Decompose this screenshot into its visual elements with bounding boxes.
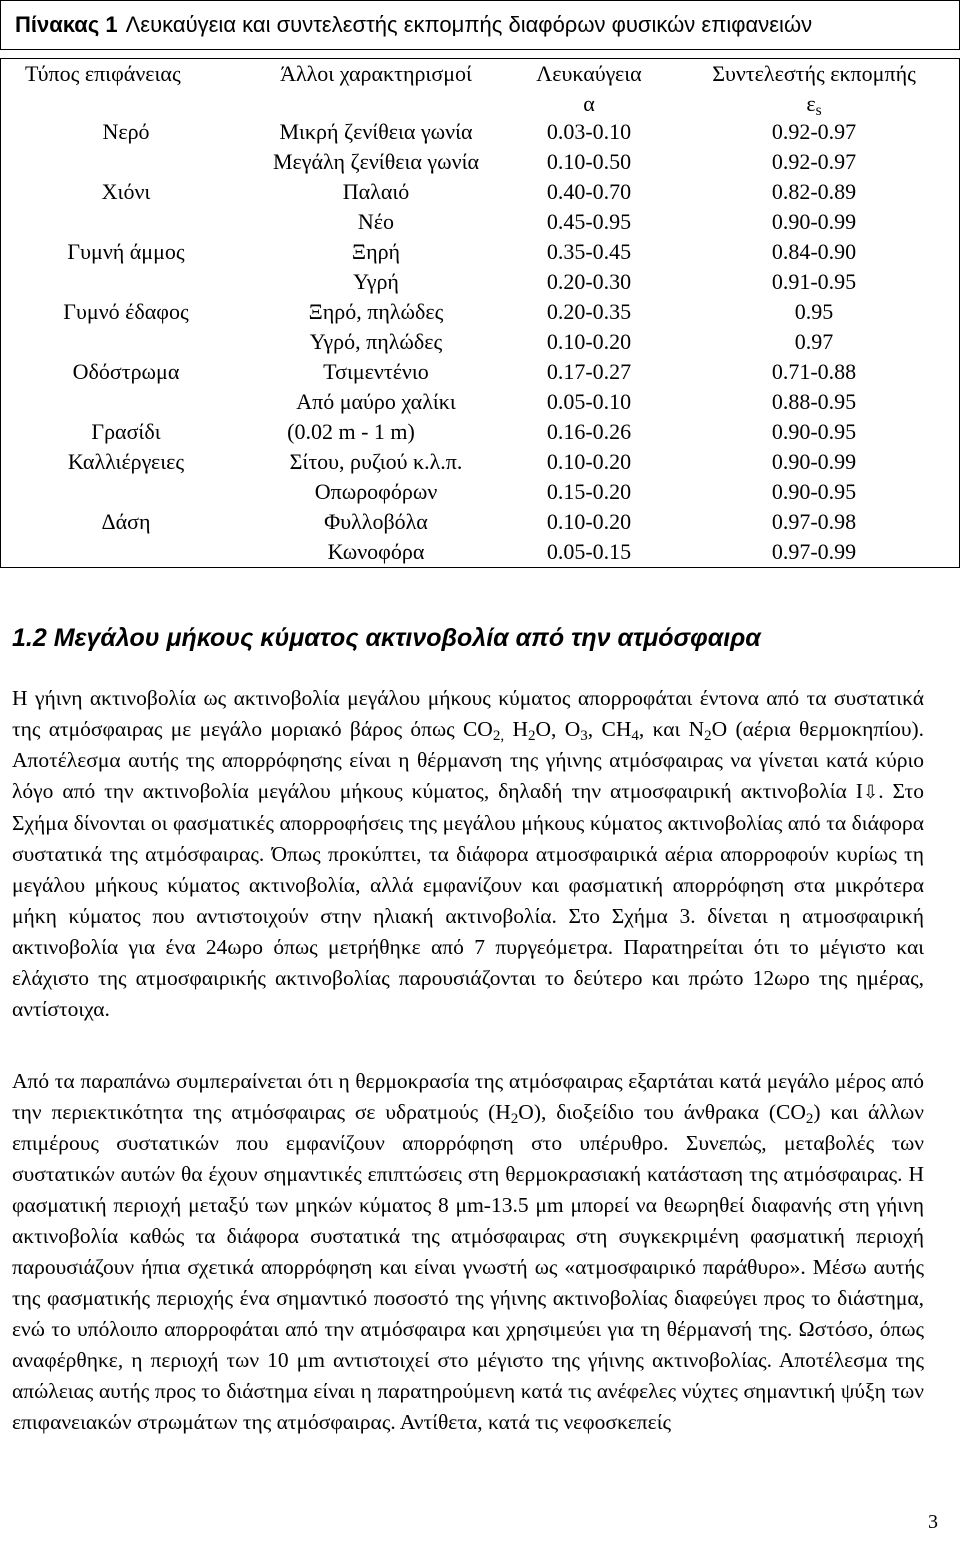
header-albedo-symbol: α <box>583 91 595 116</box>
cell-detail: Ξηρή <box>351 239 401 264</box>
cell-detail: Μικρή ζενίθεια γωνία <box>279 119 473 144</box>
page-number: 3 <box>928 1511 938 1533</box>
table-caption-label: Πίνακας 1 <box>15 12 118 37</box>
table-caption-text: Λευκαύγεια και συντελεστής εκπομπής διαφόρων φυσικών επιφανειών <box>125 12 813 37</box>
cell-surface: Οδόστρωμα <box>72 359 180 384</box>
header-albedo: Λευκαύγεια <box>536 61 642 86</box>
cell-emissivity: 0.97 <box>794 329 834 354</box>
cell-albedo: 0.16-0.26 <box>546 419 632 444</box>
cell-detail: Μεγάλη ζενίθεια γωνία <box>272 149 480 174</box>
header-surface-type: Τύπος επιφάνειας <box>25 61 181 86</box>
cell-emissivity: 0.90-0.95 <box>771 419 857 444</box>
cell-surface: Γυμνό έδαφος <box>63 299 189 324</box>
cell-albedo: 0.35-0.45 <box>546 239 632 264</box>
cell-surface: Γρασίδι <box>91 419 161 444</box>
cell-detail: Οπωροφόρων <box>314 479 438 504</box>
cell-emissivity: 0.97-0.99 <box>771 539 857 564</box>
cell-emissivity: 0.92-0.97 <box>771 119 857 144</box>
cell-surface: Χιόνι <box>101 179 151 204</box>
section-heading: 1.2 Μεγάλου μήκους κύματος ακτινοβολία από την ατμόσφαιρα <box>12 624 761 652</box>
cell-albedo: 0.10-0.20 <box>546 449 632 474</box>
cell-albedo: 0.20-0.30 <box>546 269 632 294</box>
cell-emissivity: 0.82-0.89 <box>771 179 857 204</box>
albedo-emissivity-table <box>0 58 960 568</box>
cell-detail: Ξηρό, πηλώδες <box>308 299 444 324</box>
body-paragraph: Η γήινη ακτινοβολία ως ακτινοβολία μεγάλου μήκους κύματος απορροφάται έντονα από τα συστατικά της ατμόσφαιρας με μεγάλο μοριακό βάρος όπως $CO_{2,}$ $H_2O$, $O_3$, $CH_4$, και $N_2O$ (αέρια θερμοκηπίου). Αποτέλεσμα αυτής της απορρόφησης είναι η θέρμανση της γήινης ατμόσφαιρας να γίνεται κατά κύριο λόγο από την ακτινοβολία μεγάλου μήκους κύματος, δηλαδή την ατμοσφαιρική ακτινοβολία I⇩. Στο Σχήμα δίνονται οι φασματικές απορροφήσεις της μεγάλου μήκους κύματος ακτινοβολίας από τα διάφορα συστατικά της ατμόσφαιρας. Όπως προκύπτει, τα διάφορα ατμοσφαιρικά αέρια απορροφούν κυρίως τη μεγάλου μήκους κύματος ακτινοβολία, αλλά εμφανίζουν και φασματική απορρόφηση στα μικρότερα μήκη κύματος που αντιστοιχούν στην ηλιακή ακτινοβολία. Στο Σχήμα 3. δίνεται η ατμοσφαιρική ακτινοβολία για ένα 24ωρο όπως μετρήθηκε από 7 πυργεόμετρα. Παρατηρείται ότι το μέγιστο και ελάχιστο της ατμοσφαιρικής ακτινοβολίας παρουσιάζονται το δεύτερο και πρώτο 12ωρο της ημέρας, αντίστοιχα. <box>12 686 924 1021</box>
cell-albedo: 0.20-0.35 <box>546 299 632 324</box>
cell-detail: Υγρή <box>353 269 399 294</box>
cell-surface: Καλλιέργειες <box>67 449 185 474</box>
cell-detail: (0.02 m - 1 m) <box>287 419 415 444</box>
cell-detail: Υγρό, πηλώδες <box>309 329 443 354</box>
cell-emissivity: 0.91-0.95 <box>771 269 857 294</box>
cell-albedo: 0.45-0.95 <box>546 209 632 234</box>
cell-surface: Γυμνή άμμος <box>67 239 185 264</box>
header-other: Άλλοι χαρακτηρισμοί <box>280 61 472 86</box>
cell-detail: Παλαιό <box>342 179 410 204</box>
cell-emissivity: 0.90-0.99 <box>771 209 857 234</box>
body-paragraph: Από τα παραπάνω συμπεραίνεται ότι η θερμοκρασία της ατμόσφαιρας εξαρτάται κατά μεγάλο μέρος από την περιεκτικότητα της ατμόσφαιρας σε υδρατμούς $(H_2O)$, διοξείδιο του άνθρακα $(CO_2)$ και άλλων επιμέρους συστατικών που εμφανίζουν απορρόφηση στο υπέρυθρο. Συνεπώς, μεταβολές των συστατικών αυτών θα έχουν σημαντικές επιπτώσεις στη θερμοκρασιακή κατάσταση της ατμόσφαιρας. Η φασματική περιοχή μεταξύ των μηκών κύματος 8 μm-13.5 μm μπορεί να θεωρηθεί διαφανής στη γήινη ακτινοβολία καθώς τα διάφορα συστατικά της ατμόσφαιρας στη συγκεκριμένη φασματική περιοχή παρουσιάζουν ήπια σχετικά απορρόφηση και είναι γνωστή ως «ατμοσφαιρικό παράθυρο». Μέσω αυτής της φασματικής περιοχής ένα σημαντικό ποσοστό της γήινης ακτινοβολίας διαφεύγει προς το διάστημα, ενώ το υπόλοιπο απορροφάται από την ατμόσφαιρα και χρησιμεύει για τη θέρμανσή της. Ωστόσο, όπως αναφέρθηκε, η περιοχή των 10 μm αντιστοιχεί στο μέγιστο της γήινης ακτινοβολίας. Αποτέλεσμα της απώλειας αυτής προς το διάστημα είναι η παρατηρούμενη κατά τις ανέφελες νύχτες σημαντική ψύξη των επιφανειακών στρωμάτων της ατμόσφαιρας. Αντίθετα, κατά τις νεφοσκεπείς <box>12 1069 924 1434</box>
table-caption <box>0 0 960 50</box>
cell-albedo: 0.10-0.20 <box>546 329 632 354</box>
cell-detail: Νέο <box>357 209 395 234</box>
cell-detail: Από μαύρο χαλίκι <box>296 389 456 414</box>
header-emissivity-symbol: $\varepsilon_s$ <box>806 91 822 119</box>
cell-albedo: 0.10-0.50 <box>546 149 632 174</box>
cell-albedo: 0.05-0.10 <box>546 389 632 414</box>
cell-albedo: 0.15-0.20 <box>546 479 632 504</box>
cell-emissivity: 0.90-0.99 <box>771 449 857 474</box>
cell-emissivity: 0.92-0.97 <box>771 149 857 174</box>
cell-emissivity: 0.84-0.90 <box>771 239 857 264</box>
cell-albedo: 0.40-0.70 <box>546 179 632 204</box>
cell-albedo: 0.10-0.20 <box>546 509 632 534</box>
cell-detail: Φυλλοβόλα <box>324 509 428 534</box>
cell-emissivity: 0.88-0.95 <box>771 389 857 414</box>
header-emissivity: Συντελεστής εκπομπής <box>712 61 916 86</box>
cell-surface: Νερό <box>102 119 150 144</box>
down-arrow-icon: ⇩ <box>862 782 879 803</box>
cell-detail: Κωνοφόρα <box>327 539 425 564</box>
cell-detail: Σίτου, ρυζιού κ.λ.π. <box>289 449 463 474</box>
cell-emissivity: 0.71-0.88 <box>771 359 857 384</box>
cell-emissivity: 0.97-0.98 <box>771 509 857 534</box>
cell-surface: Δάση <box>101 509 151 534</box>
cell-emissivity: 0.95 <box>794 299 834 324</box>
cell-albedo: 0.05-0.15 <box>546 539 632 564</box>
cell-albedo: 0.17-0.27 <box>546 359 632 384</box>
cell-emissivity: 0.90-0.95 <box>771 479 857 504</box>
cell-albedo: 0.03-0.10 <box>546 119 632 144</box>
cell-detail: Τσιμεντένιο <box>323 359 429 384</box>
